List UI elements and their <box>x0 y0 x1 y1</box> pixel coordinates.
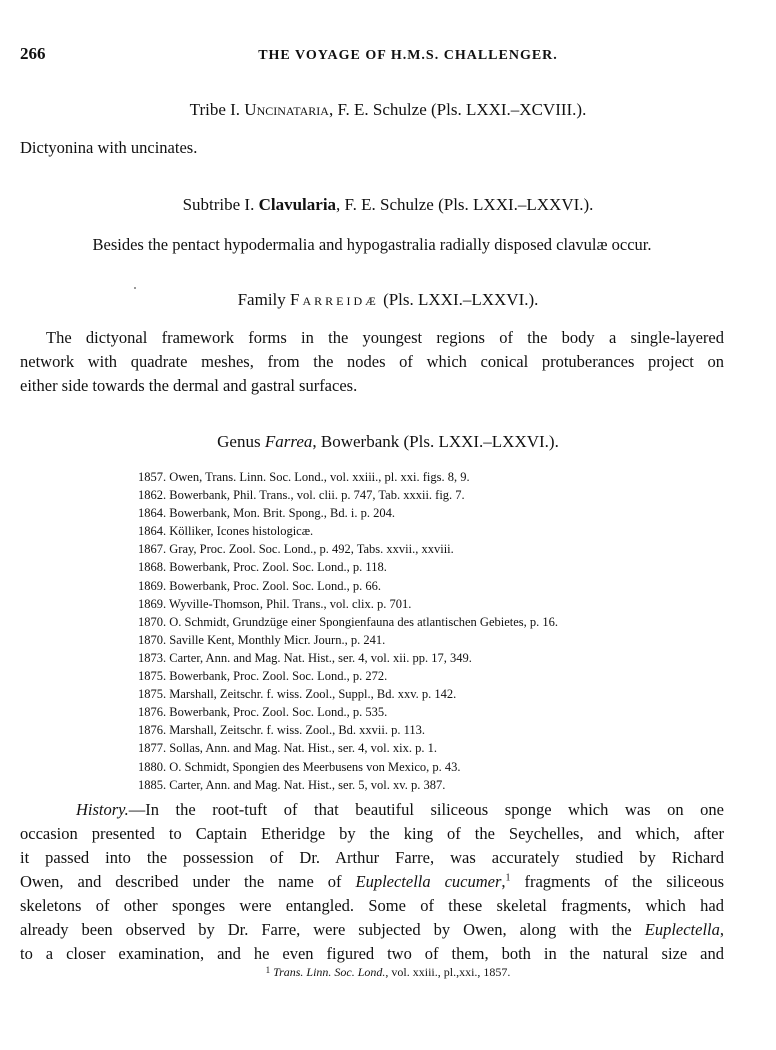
family-description-line: either side towards the dermal and gastral surfaces. <box>20 376 358 395</box>
footnote-marker: 1 <box>505 872 511 884</box>
reference-item: 1869. Wyville-Thomson, Phil. Trans., vol. clix. p. 701. <box>138 596 412 611</box>
reference-item: 1864. Bowerbank, Mon. Brit. Spong., Bd. i. p. 204. <box>138 506 395 521</box>
reference-item: 1876. Marshall, Zeitschr. f. wiss. Zool., Bd. xxvii. p. 113. <box>138 723 426 738</box>
family-suffix: (Pls. LXXI.–LXXVI.). <box>378 290 539 309</box>
subtribe-heading <box>0 195 776 215</box>
history-line: occasion presented to Captain Etheridge by the king of the Seychelles, and which, after <box>20 824 724 843</box>
reference-item: 1862. Bowerbank, Phil. Trans., vol. clii. p. 747, Tab. xxxii. fig. 7. <box>138 488 465 503</box>
tribe-name: Uncinataria <box>244 100 329 119</box>
reference-item: 1875. Bowerbank, Proc. Zool. Soc. Lond., p. 272. <box>138 669 388 684</box>
page-number: 266 <box>20 44 46 63</box>
reference-item: 1870. O. Schmidt, Grundzüge einer Spongienfauna des atlantischen Gebietes, p. 16. <box>138 614 559 629</box>
footnote-source: Trans. Linn. Soc. Lond. <box>273 965 386 979</box>
reference-item: 1873. Carter, Ann. and Mag. Nat. Hist., ser. 4, vol. xii. pp. 17, 349. <box>138 650 472 665</box>
reference-item: 1877. Sollas, Ann. and Mag. Nat. Hist., ser. 4, vol. xix. p. 1. <box>138 741 437 756</box>
reference-item: 1870. Saville Kent, Monthly Micr. Journ., p. 241. <box>138 632 386 647</box>
reference-item: 1857. Owen, Trans. Linn. Soc. Lond., vol. xxiii., pl. xxi. figs. 8, 9. <box>138 470 470 484</box>
reference-item: 1868. Bowerbank, Proc. Zool. Soc. Lond., p. 118. <box>138 560 387 575</box>
genus-reference: Euplectella <box>644 920 720 939</box>
reference-item: 1864. Kölliker, Icones histologicæ. <box>138 524 314 539</box>
subtribe-suffix: , F. E. Schulze (Pls. LXXI.–LXXVI.). <box>336 195 594 214</box>
history-line: it passed into the possession of Dr. Arthur Farre, was accurately studied by Richard <box>20 848 724 867</box>
tribe-description: Dictyonina with uncinates. <box>20 138 198 157</box>
family-heading <box>0 290 776 310</box>
tribe-suffix: , F. E. Schulze (Pls. LXXI.–XCVIII.). <box>328 100 587 119</box>
genus-prefix: Genus <box>217 432 265 451</box>
history-line: skeletons of other sponges were entangled. Some of these skeletal fragments, which had <box>20 896 724 915</box>
history-label: History. <box>76 800 129 819</box>
reference-item: 1876. Bowerbank, Proc. Zool. Soc. Lond., p. 535. <box>138 705 388 720</box>
subtribe-description: Besides the pentact hypodermalia and hypogastralia radially disposed clavulæ occur. <box>92 235 652 254</box>
footnote-rest: , vol. xxiii., pl.,xxi., 1857. <box>385 965 511 979</box>
family-description-line: network with quadrate meshes, from the nodes of which conical protuberances project on <box>20 352 724 371</box>
genus-name: Farrea <box>264 432 313 451</box>
footnote-number: 1 <box>265 965 271 975</box>
family-description <box>20 326 724 398</box>
history-line: to a closer examination, and he even figured two of them, both in the natural size and <box>20 944 724 963</box>
running-title: THE VOYAGE OF H.M.S. CHALLENGER. <box>258 48 558 63</box>
reference-item: 1875. Marshall, Zeitschr. f. wiss. Zool., Suppl., Bd. xxv. p. 142. <box>138 687 457 702</box>
genus-suffix: , Bowerbank (Pls. LXXI.–LXXVI.). <box>312 432 559 451</box>
family-prefix: Family <box>237 290 291 309</box>
reference-item: 1880. O. Schmidt, Spongien des Meerbusens von Mexico, p. 43. <box>138 759 461 774</box>
genus-heading <box>0 432 776 452</box>
reference-item: 1867. Gray, Proc. Zool. Soc. Lond., p. 492, Tabs. xxvii., xxviii. <box>138 542 454 557</box>
reference-item: 1869. Bowerbank, Proc. Zool. Soc. Lond., p. 66. <box>138 578 382 593</box>
reference-list <box>138 468 558 794</box>
subtribe-name: Clavularia <box>258 195 337 214</box>
stray-mark <box>134 287 136 289</box>
history-paragraph <box>20 798 724 966</box>
history-line: History.—In the root-tuft of that beautiful siliceous sponge which was on one <box>76 800 724 819</box>
tribe-heading <box>0 100 776 120</box>
subtribe-prefix: Subtribe I. <box>182 195 259 214</box>
tribe-prefix: Tribe I. <box>189 100 245 119</box>
family-description-line: The dictyonal framework forms in the youngest regions of the body a single-layered <box>46 328 724 347</box>
reference-item: 1885. Carter, Ann. and Mag. Nat. Hist., ser. 5, vol. xv. p. 387. <box>138 777 446 792</box>
species-name: Euplectella cucumer <box>355 872 502 891</box>
history-line: Owen, and described under the name of Euplectella cucumer,$^1$ fragments of the siliceous <box>20 872 724 891</box>
family-name: Farreidæ <box>290 290 379 309</box>
footnote <box>0 965 776 980</box>
history-line: already been observed by Dr. Farre, were subjected by Owen, along with the Euplectella, <box>20 920 724 939</box>
